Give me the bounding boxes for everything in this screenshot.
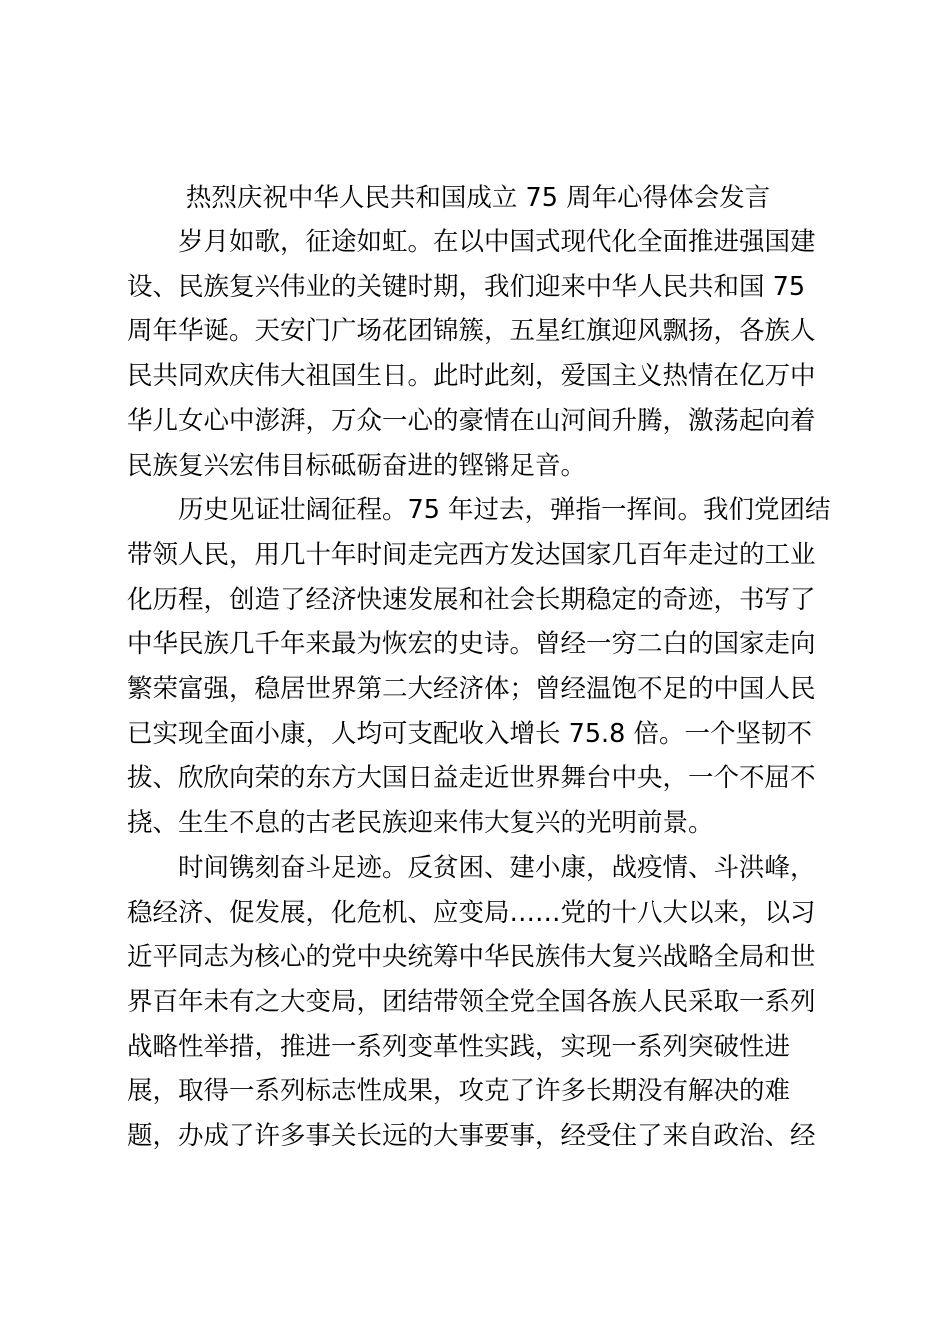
paragraph-line: 民族复兴宏伟目标砥砺奋进的铿锵足音。 [127, 450, 587, 481]
paragraph-line: 周年华诞。天安门广场花团锦簇，五星红旗迎风飘扬，各族人 [127, 316, 816, 347]
paragraph-line: 历史见证壮阔征程。75 年过去，弹指一挥间。我们党团结 [178, 495, 831, 526]
paragraph-line: 民共同欢庆伟大祖国生日。此时此刻，爱国主义热情在亿万中 [127, 361, 816, 392]
paragraph-line: 展，取得一系列标志性成果，攻克了许多长期没有解决的难 [127, 1076, 791, 1107]
paragraph-line: 拔、欣欣向荣的东方大国日益走近世界舞台中央，一个不屈不 [127, 763, 816, 794]
paragraph-line: 华儿女心中澎湃，万众一心的豪情在山河间升腾，激荡起向着 [127, 405, 816, 436]
paragraph-line: 稳经济、促发展，化危机、应变局……党的十八大以来，以习 [127, 897, 816, 928]
paragraph-line: 挠、生生不息的古老民族迎来伟大复兴的光明前景。 [127, 808, 714, 839]
paragraph-line: 题，办成了许多事关长远的大事要事，经受住了来自政治、经 [127, 1121, 816, 1152]
document-body [127, 220, 829, 1159]
paragraph-line: 中华民族几千年来最为恢宏的史诗。曾经一穷二白的国家走向 [127, 629, 816, 660]
paragraph-line: 繁荣富强，稳居世界第二大经济体；曾经温饱不足的中国人民 [127, 674, 816, 705]
paragraph-line: 时间镌刻奋斗足迹。反贫困、建小康，战疫情、斗洪峰， [178, 852, 816, 883]
paragraph-line: 界百年未有之大变局，团结带领全党全国各族人民采取一系列 [127, 986, 816, 1017]
document-title: 热烈庆祝中华人民共和国成立 75 周年心得体会发言 [185, 183, 771, 213]
paragraph-line: 已实现全面小康，人均可支配收入增长 75.8 倍。一个坚韧不 [127, 718, 812, 749]
paragraph-1 [127, 220, 829, 488]
paragraph-line: 战略性举措，推进一系列变革性实践，实现一系列突破性进 [127, 1031, 791, 1062]
paragraph-line: 近平同志为核心的党中央统筹中华民族伟大复兴战略全局和世 [127, 942, 816, 973]
paragraph-line: 化历程，创造了经济快速发展和社会长期稳定的奇迹，书写了 [127, 584, 816, 615]
paragraph-3 [127, 846, 829, 1159]
paragraph-line: 岁月如歌，征途如虹。在以中国式现代化全面推进强国建 [178, 227, 816, 257]
paragraph-2 [127, 488, 829, 846]
paragraph-line: 设、民族复兴伟业的关键时期，我们迎来中华人民共和国 75 [127, 271, 806, 302]
paragraph-line: 带领人民，用几十年时间走完西方发达国家几百年走过的工业 [127, 539, 816, 570]
